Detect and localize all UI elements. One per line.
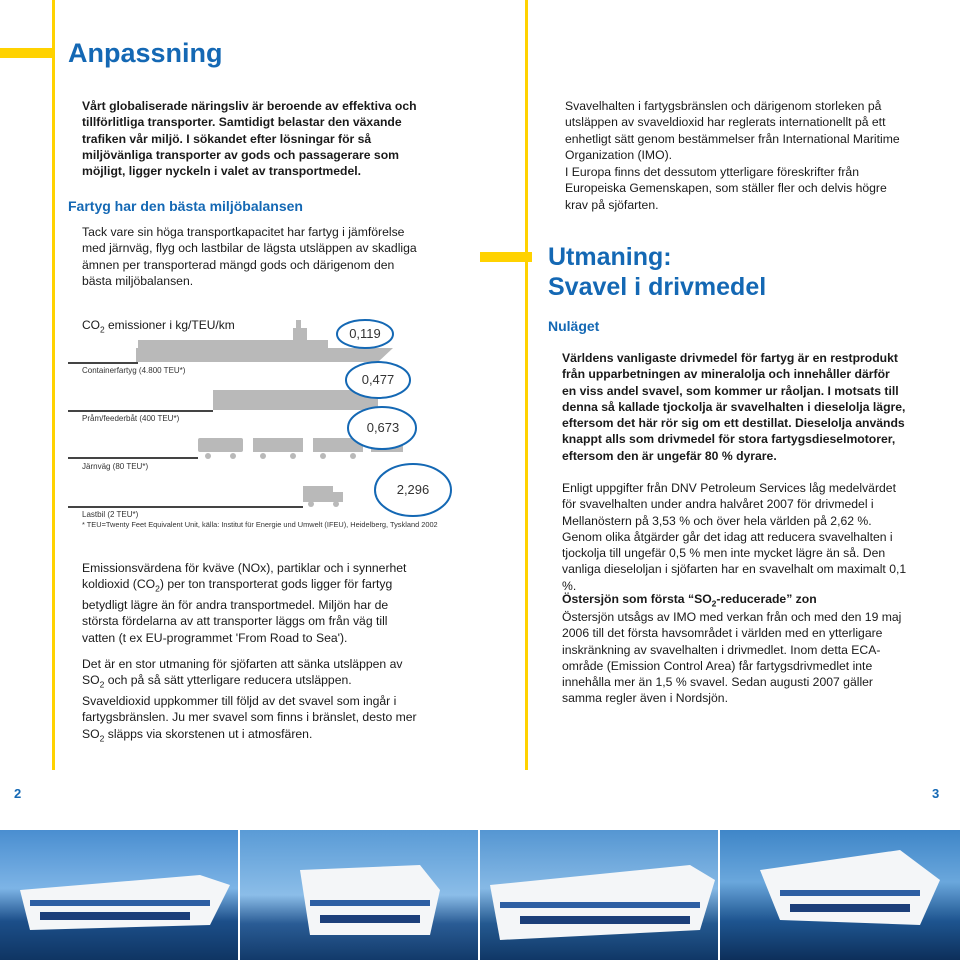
page-number-left: 2 bbox=[14, 786, 22, 801]
right-title-bar bbox=[480, 252, 532, 262]
page-number-right: 3 bbox=[932, 786, 940, 801]
body-paragraph-1: Tack vare sin höga transportkapacitet har fartyg i jämförelse med järnväg, flyg och lastbilar de lägsta utsläppen av skadliga ämnen per transporterad mängd gods och därigenom den bästa miljöbalansen. bbox=[82, 225, 417, 288]
category-label-4: Lastbil (2 TEU*) bbox=[82, 510, 139, 519]
bar-line-1 bbox=[68, 362, 138, 364]
bar-line-2 bbox=[68, 410, 213, 412]
right-dnv-paragraph: Enligt uppgifter från DNV Petroleum Services låg medelvärdet för svavelhalten under andra halvåret 2007 för drivmedel i Mellanöstern på 3,53 % och över hela världen på 2,62 %. Genom olika åtgärder går det idag att reducera svavelhalten i tjockolja till ungefär 0,5 % men inte mycket lägre än så. Den vanliga dieseloljan i sjöfarten har en svavelhalt om maximalt 0,1 %. bbox=[562, 481, 907, 593]
truck-icon bbox=[303, 486, 343, 507]
ship-photo-4 bbox=[720, 830, 960, 960]
status-heading: Nuläget bbox=[548, 318, 600, 334]
section-heading: Fartyg har den bästa miljöbalansen bbox=[68, 198, 303, 214]
left-title-bar bbox=[0, 48, 52, 58]
page-title: Anpassning bbox=[68, 38, 223, 68]
bar-line-4 bbox=[68, 506, 303, 508]
right-paragraph-top-2: I Europa finns det dessutom ytterligare föreskrifter från Europeiska Gemenskapen, som ställer fler och delvis högre krav på sjöfarten. bbox=[565, 165, 887, 212]
left-guide-line bbox=[52, 0, 55, 770]
category-label-3: Järnväg (80 TEU*) bbox=[82, 462, 149, 471]
baltic-heading: Östersjön som första “$SO_2$-reducerade” zon bbox=[562, 592, 817, 609]
body-paragraph-2: Emissionsvärdena för kväve (NOx), partiklar och i synnerhet koldioxid $(CO_2)$ per ton transporterat gods ligger för fartyg betydligt lägre än för andra transportmedel. Miljön har de största fördelarna av att transporter läggs om från väg till vatten (t ex EU-programmet 'From Road to Sea'). bbox=[82, 561, 407, 645]
co2-chart bbox=[68, 310, 458, 535]
center-guide-line bbox=[525, 0, 528, 770]
intro-paragraph: Vårt globaliserade näringsliv är beroende av effektiva och tillförlitliga transporter. Samtidigt belastar den växande trafiken vår miljö. I sökandet efter lösningar för så miljövänliga transporter av gods och passagerare som möjligt, ligger nyckeln i valet av transportmedel. bbox=[82, 99, 417, 179]
value-label-2: 0,477 bbox=[361, 372, 395, 387]
challenge-title: Utmaning: Svavel i drivmedel bbox=[548, 243, 767, 301]
body-paragraph-3: Det är en stor utmaning för sjöfarten att sänka utsläppen av $SO_2$ och på så sätt ytterligare reducera utsläppen. Svaveldioxid uppkommer till följd av det svavel som ingår i fartygsbränslen. Ju mer svavel som finns i bränslet, desto mer $SO_2$ släpps via skorstenen ut i atmosfären. bbox=[82, 657, 417, 744]
bar-line-3 bbox=[68, 457, 198, 459]
ship-photo-3 bbox=[480, 830, 718, 960]
right-paragraph-top: Svavelhalten i fartygsbränslen och därigenom storleken på utsläppen av svaveldioxid har reglerats internationellt på ett enhetligt sätt genom bestämmelser från International Maritime Organization (IMO). bbox=[565, 99, 900, 162]
baltic-paragraph: Östersjön utsågs av IMO med verkan från och med den 19 maj 2006 till det första havsområdet i världen med en ytterligare inskränkning av svavelhalten i drivmedlet. Inom detta ECA-område (Emission Control Area) får fartygsdrivmedlet inte innehålla mer än 1,5 % svavel. Sedan augusti 2007 gäller samma regler även i Nordsjön. bbox=[562, 610, 902, 706]
chart-title: $CO_2$ emissioner i kg/TEU/km bbox=[82, 318, 235, 335]
value-label-4: 2,296 bbox=[396, 482, 430, 497]
category-label-1: Containerfartyg (4.800 TEU*) bbox=[82, 366, 186, 375]
category-label-2: Pråm/feederbåt (400 TEU*) bbox=[82, 414, 180, 423]
chart-footnote: * TEU=Twenty Feet Equivalent Unit, källa: Institut für Energie und Umwelt (IFEU), Heidelberg, Tyskland 2002 bbox=[82, 520, 438, 529]
ship-photo-2 bbox=[240, 830, 478, 960]
value-label-3: 0,673 bbox=[366, 420, 400, 435]
value-label-1: 0,119 bbox=[349, 326, 381, 341]
right-bold-paragraph: Världens vanligaste drivmedel för fartyg är en restprodukt från upparbetningen av mineralolja och innehåller därför en viss andel svavel, som kommer ur råoljan. I motsats till denna så kallade tjockolja är svavelhalten i dieselolja lägre, eftersom det här rör sig om ett destillat. Dieselolja används knappt alls som drivmedel för stora fartygsdieselmotorer, eftersom den är ungefär 80 % dyrare. bbox=[562, 351, 906, 463]
ship-photo-1 bbox=[0, 830, 238, 960]
